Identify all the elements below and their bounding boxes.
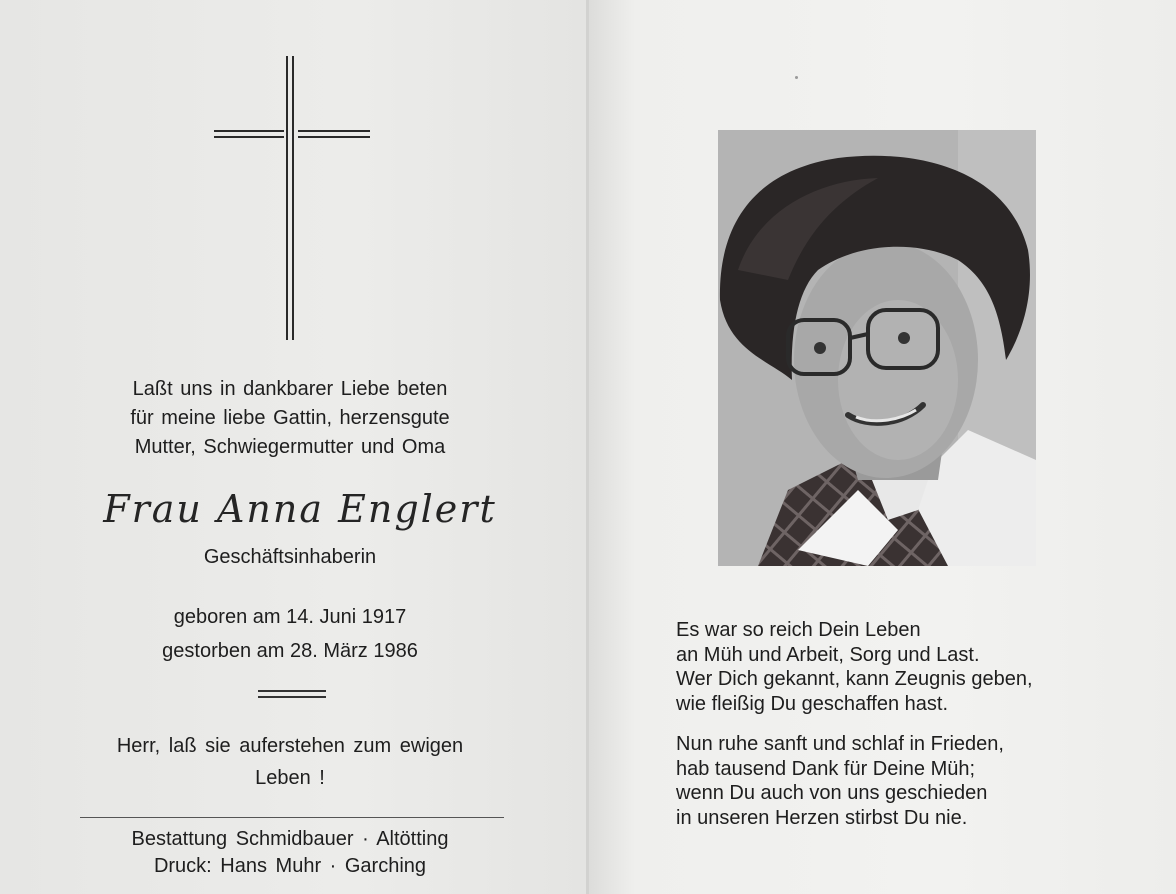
- prayer-line: Leben !: [255, 767, 325, 789]
- life-dates: [40, 600, 540, 668]
- intro-text: [40, 375, 540, 462]
- footer-credits: [40, 826, 540, 880]
- poem-line: hab tausend Dank für Deine Müh;: [676, 757, 976, 780]
- poem-line: in unseren Herzen stirbst Du nie.: [676, 806, 968, 829]
- poem-line: Wer Dich gekannt, kann Zeugnis geben,: [676, 668, 1033, 690]
- printer: Druck: Hans Muhr · Garching: [153, 855, 427, 877]
- prayer-line: Herr, laß sie auferstehen zum ewigen: [116, 735, 464, 757]
- card-fold: [586, 0, 589, 894]
- prayer-text: [40, 730, 540, 794]
- poem-line: an Müh und Arbeit, Sorg und Last.: [676, 643, 980, 666]
- intro-line: für meine liebe Gattin, herzensgute: [130, 407, 450, 429]
- deceased-name: Frau Anna Englert: [103, 487, 497, 531]
- funeral-home: Bestattung Schmidbauer · Altötting: [131, 828, 449, 850]
- poem-line: wie fleißig Du geschaffen hast.: [676, 692, 949, 715]
- poem-line: Nun ruhe sanft und schlaf in Frieden,: [676, 733, 1004, 755]
- poem-line: wenn Du auch von uns geschieden: [676, 782, 988, 804]
- footer-divider: [80, 817, 504, 818]
- death-date: gestorben am 28. März 1986: [162, 640, 418, 662]
- occupation: Geschäftsinhaberin: [203, 546, 377, 568]
- portrait-photo: [718, 130, 1036, 566]
- birth-date: geboren am 14. Juni 1917: [173, 606, 407, 628]
- poem-stanza-2: [676, 732, 1136, 830]
- intro-line: Laßt uns in dankbarer Liebe beten: [132, 378, 448, 400]
- poem-stanza-1: [676, 618, 1136, 716]
- separator: [258, 690, 326, 692]
- intro-line: Mutter, Schwiegermutter und Oma: [134, 436, 446, 458]
- cross-icon: [214, 56, 370, 342]
- separator: [258, 696, 326, 698]
- speck: [795, 76, 798, 79]
- poem-line: Es war so reich Dein Leben: [676, 619, 921, 641]
